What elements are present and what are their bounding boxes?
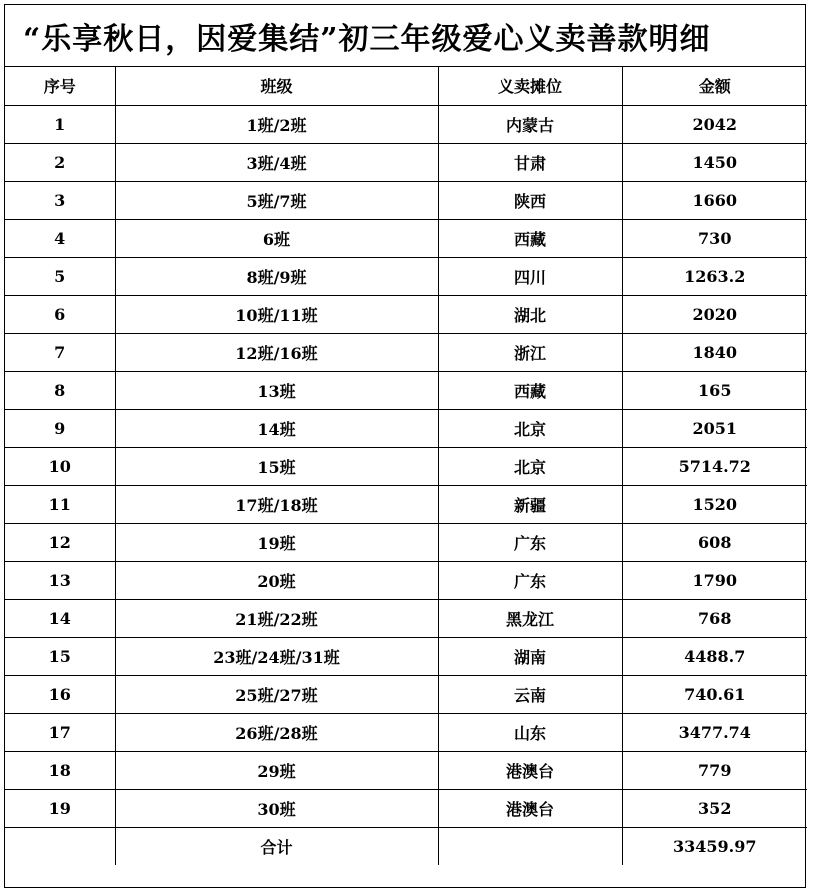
table-row: [5, 295, 807, 333]
row-class: 6班: [115, 219, 438, 257]
row-stall: 云南: [438, 675, 622, 713]
table-row: [5, 143, 807, 181]
row-index: 10: [5, 447, 115, 485]
row-stall: 北京: [438, 447, 622, 485]
row-amount: 1520: [622, 485, 807, 523]
row-class: 29班: [115, 751, 438, 789]
row-amount: 4488.7: [622, 637, 807, 675]
table-row: [5, 181, 807, 219]
row-class: 13班: [115, 371, 438, 409]
table-row: [5, 751, 807, 789]
row-class: 12班/16班: [115, 333, 438, 371]
table-row: [5, 789, 807, 827]
row-class: 17班/18班: [115, 485, 438, 523]
row-index: 1: [5, 105, 115, 143]
row-amount: 740.61: [622, 675, 807, 713]
table-row: [5, 219, 807, 257]
row-class: 20班: [115, 561, 438, 599]
row-stall: 四川: [438, 257, 622, 295]
row-stall: 陕西: [438, 181, 622, 219]
row-index: 13: [5, 561, 115, 599]
row-index: 15: [5, 637, 115, 675]
row-class: 21班/22班: [115, 599, 438, 637]
row-amount: 1263.2: [622, 257, 807, 295]
donation-sheet: [4, 4, 806, 888]
row-index: 19: [5, 789, 115, 827]
table-row: [5, 561, 807, 599]
row-stall: 湖南: [438, 637, 622, 675]
table-row: [5, 257, 807, 295]
table-row: [5, 409, 807, 447]
header-index: 序号: [5, 67, 115, 105]
table-row: [5, 713, 807, 751]
table-row: [5, 105, 807, 143]
row-amount: 1450: [622, 143, 807, 181]
header-stall: 义卖摊位: [438, 67, 622, 105]
donation-table: [5, 67, 807, 865]
row-amount: 1660: [622, 181, 807, 219]
row-stall: 北京: [438, 409, 622, 447]
row-class: 3班/4班: [115, 143, 438, 181]
row-amount: 5714.72: [622, 447, 807, 485]
row-index: 8: [5, 371, 115, 409]
row-amount: 768: [622, 599, 807, 637]
row-index: 14: [5, 599, 115, 637]
row-stall: 港澳台: [438, 789, 622, 827]
row-class: 15班: [115, 447, 438, 485]
row-class: 1班/2班: [115, 105, 438, 143]
row-index: 4: [5, 219, 115, 257]
row-amount: 2042: [622, 105, 807, 143]
row-amount: 3477.74: [622, 713, 807, 751]
row-index: 6: [5, 295, 115, 333]
row-amount: 352: [622, 789, 807, 827]
row-stall: 湖北: [438, 295, 622, 333]
row-amount: 608: [622, 523, 807, 561]
header-row: [5, 67, 807, 105]
row-class: 25班/27班: [115, 675, 438, 713]
row-stall: 山东: [438, 713, 622, 751]
row-stall: 黑龙江: [438, 599, 622, 637]
table-row: [5, 599, 807, 637]
table-row: [5, 447, 807, 485]
total-amount: 33459.97: [622, 827, 807, 865]
table-row: [5, 637, 807, 675]
total-row: [5, 827, 807, 865]
row-stall: 西藏: [438, 371, 622, 409]
row-stall: 广东: [438, 523, 622, 561]
row-index: 18: [5, 751, 115, 789]
table-row: [5, 675, 807, 713]
row-stall: 浙江: [438, 333, 622, 371]
row-amount: 779: [622, 751, 807, 789]
row-amount: 165: [622, 371, 807, 409]
row-amount: 730: [622, 219, 807, 257]
row-class: 19班: [115, 523, 438, 561]
total-stall: [438, 827, 622, 865]
row-index: 3: [5, 181, 115, 219]
row-class: 5班/7班: [115, 181, 438, 219]
row-index: 12: [5, 523, 115, 561]
table-row: [5, 523, 807, 561]
row-stall: 广东: [438, 561, 622, 599]
row-amount: 1790: [622, 561, 807, 599]
table-row: [5, 371, 807, 409]
row-amount: 2020: [622, 295, 807, 333]
row-index: 17: [5, 713, 115, 751]
row-index: 7: [5, 333, 115, 371]
row-index: 16: [5, 675, 115, 713]
row-index: 5: [5, 257, 115, 295]
row-index: 9: [5, 409, 115, 447]
row-index: 11: [5, 485, 115, 523]
row-class: 14班: [115, 409, 438, 447]
table-row: [5, 333, 807, 371]
row-stall: 甘肃: [438, 143, 622, 181]
row-amount: 1840: [622, 333, 807, 371]
header-amount: 金额: [622, 67, 807, 105]
row-class: 23班/24班/31班: [115, 637, 438, 675]
row-stall: 西藏: [438, 219, 622, 257]
sheet-title: “乐享秋日，因爱集结”初三年级爱心义卖善款明细: [5, 5, 805, 67]
table-row: [5, 485, 807, 523]
header-class: 班级: [115, 67, 438, 105]
row-stall: 内蒙古: [438, 105, 622, 143]
row-stall: 港澳台: [438, 751, 622, 789]
total-label: 合计: [115, 827, 438, 865]
total-index: [5, 827, 115, 865]
row-amount: 2051: [622, 409, 807, 447]
row-index: 2: [5, 143, 115, 181]
row-class: 10班/11班: [115, 295, 438, 333]
row-stall: 新疆: [438, 485, 622, 523]
row-class: 8班/9班: [115, 257, 438, 295]
row-class: 30班: [115, 789, 438, 827]
row-class: 26班/28班: [115, 713, 438, 751]
